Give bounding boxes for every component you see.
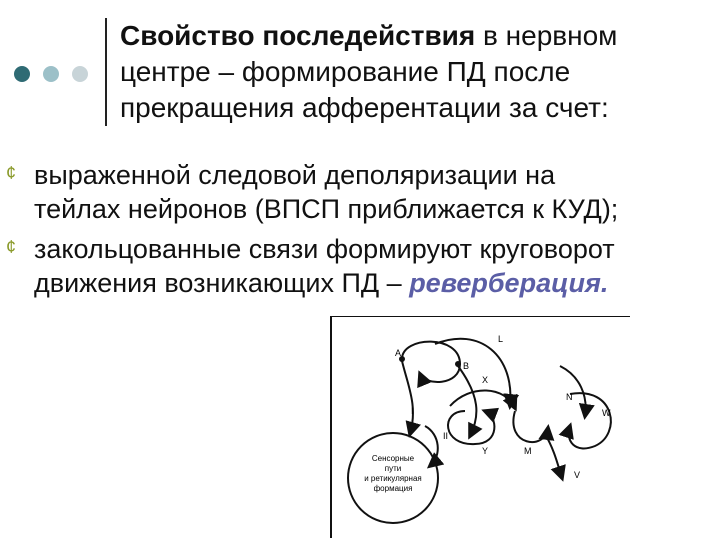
hollow-circle-bullet-icon: ¢ [6,237,17,257]
label-v: V [574,470,581,480]
title-divider [105,18,107,126]
label-i: I [411,406,414,416]
label-w: W [602,408,611,418]
label-x: X [482,375,489,385]
slide-decor-dots [14,66,88,82]
label-m: M [524,446,532,456]
label-n: N [566,392,573,402]
frame-left [330,316,332,538]
bullet-2-line-1: закольцованные связи формируют круговорот [34,234,615,264]
label-y: Y [482,446,489,456]
bullet-1-line-1: выраженной следовой деполяризации на [34,160,556,190]
slide-title [120,18,710,126]
frame-top [330,316,630,317]
bullet-item-2 [6,232,716,300]
reverberation-term: реверберация. [409,268,609,298]
center-text-1: Сенсорные [371,454,415,463]
hollow-circle-bullet-icon: ¢ [6,163,17,183]
label-l: L [498,334,504,344]
bullet-item-1 [6,158,716,226]
title-line-2: центре – формирование ПД после [120,56,571,87]
decor-dot-1 [14,66,30,82]
title-line-3: прекращения афферентации за счет: [120,92,609,123]
center-text-3: и ретикулярная [364,474,422,483]
center-text-2: пути [384,464,402,473]
decor-dot-3 [72,66,88,82]
bullet-2-plain: движения возникающих ПД – [34,268,410,298]
title-rest-1: в нервном [475,20,618,51]
title-line-1 [120,18,710,54]
reverberation-diagram [330,316,630,543]
decor-dot-2 [43,66,59,82]
bullet-2-line-2 [34,266,716,300]
bullet-1-line-2: тейлах нейронов (ВПСП приближается к КУД); [34,194,619,224]
bullet-list [6,158,716,306]
label-b: B [463,361,470,371]
center-text-4: формация [373,484,413,493]
diagram-frame [330,316,630,538]
label-ii: II [443,431,449,441]
title-bold: Свойство последействия [120,20,476,51]
label-a: A [395,348,402,358]
